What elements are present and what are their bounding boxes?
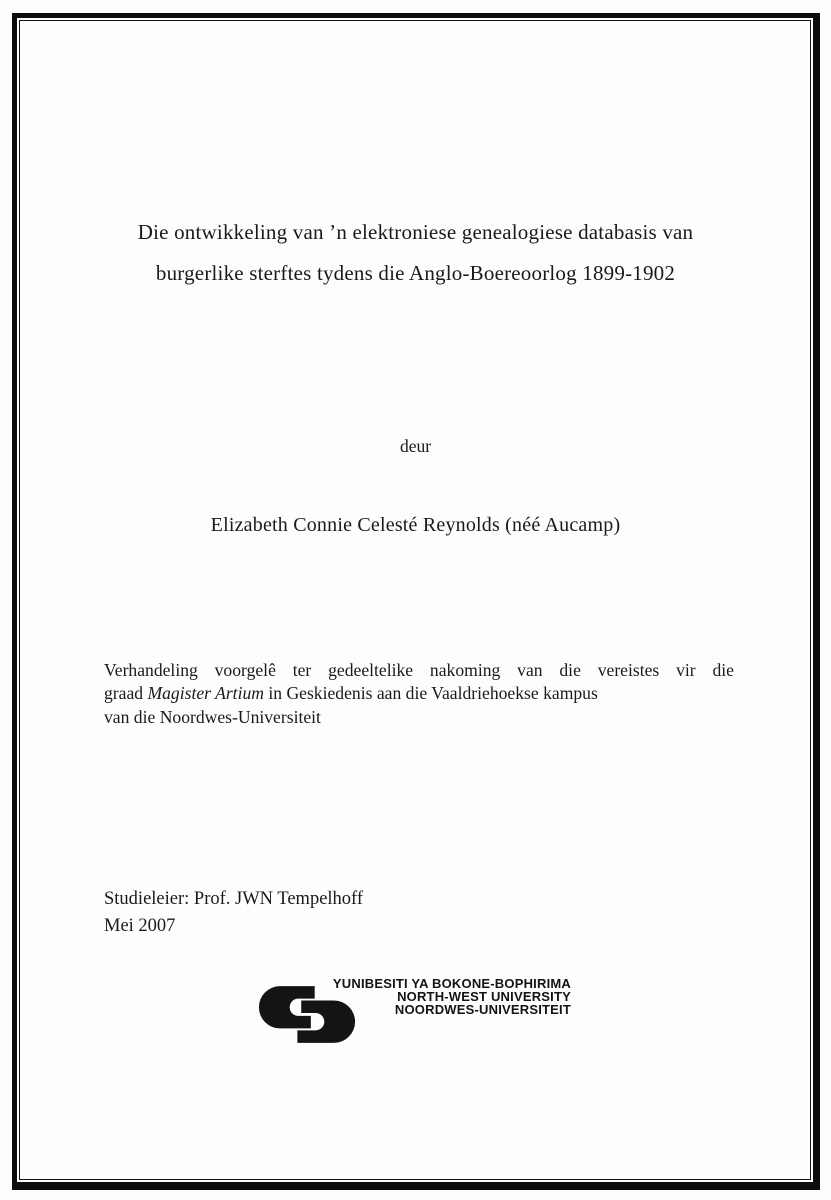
supervisor-line: Studieleier: Prof. JWN Tempelhoff — [104, 889, 364, 909]
university-name-afrikaans: NOORDWES-UNIVERSITEIT — [394, 1002, 571, 1018]
university-logo-group — [257, 977, 571, 1051]
author-name: Elizabeth Connie Celesté Reynolds (néé Aucamp) — [210, 514, 621, 536]
degree-statement-line2-pre: graad — [104, 683, 148, 704]
degree-statement-line1: Verhandeling voorgelê ter gedeeltelike nakoming van die vereistes vir die — [104, 660, 734, 680]
degree-statement-line2-post: in Geskiedenis aan die Vaaldriehoekse kampus — [263, 683, 598, 704]
supervisor-block — [104, 886, 363, 939]
thesis-title-line2: burgerlike sterftes tydens die Anglo-Boereoorlog 1899-1902 — [155, 261, 676, 285]
university-name-setswana: YUNIBESITI YA BOKONE-BOPHIRIMA — [332, 976, 571, 991]
thesis-title-line1: Die ontwikkeling van ’n elektroniese genealogiese databasis van — [137, 220, 694, 244]
degree-statement-line3: van die Noordwes-Universiteit — [104, 706, 321, 727]
degree-statement — [104, 659, 734, 729]
byline-deur: deur — [399, 436, 432, 456]
date-line: Mei 2007 — [104, 915, 176, 936]
university-name-english: NORTH-WEST UNIVERSITY — [397, 989, 571, 1005]
degree-name-italic: Magister Artium — [147, 683, 264, 704]
university-logo-text — [315, 977, 571, 1017]
thesis-title — [70, 212, 761, 294]
degree-statement-line2 — [104, 682, 734, 705]
